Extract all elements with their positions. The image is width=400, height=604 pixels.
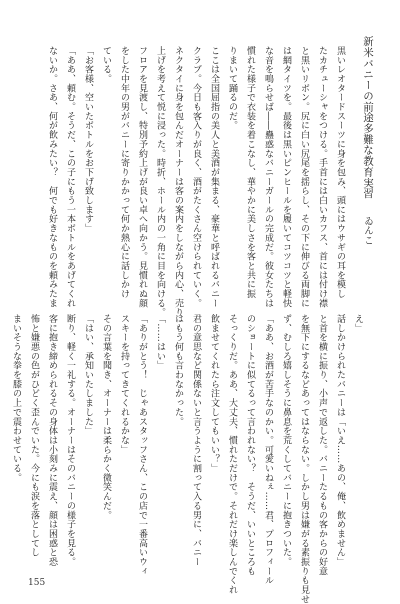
text-column: たカチューシャをつける。手首には白いカフス、首には付け襟 — [317, 46, 327, 308]
text-column: 飲ませてくれたら注文してもいい？」 — [209, 314, 219, 473]
text-column: と黒いリボン。尻に白い尻尾を揺らし、その下に伸びる両脚に — [299, 46, 309, 308]
text-column: ている。 — [101, 46, 111, 84]
text-column: 慣れた様子で衣装を着こなし、華やかに美しさを客と共に振 — [245, 46, 255, 299]
text-column: そっくりだ。ああ、大丈夫、慣れただけで。それだけ楽しんでくれ — [227, 314, 237, 595]
text-column: は網タイツを。最後は黒いピンヒールを履いてコツコツと軽快 — [281, 46, 291, 308]
text-column: ネクタイに身を包んだオーナーは客の案内をしながら内心、売り — [173, 46, 183, 318]
text-column: 話しかけられたバニーは「いえ……あの、俺、飲めません」 — [335, 314, 345, 567]
text-column: 怖と嫌悪の色がひどく歪んでいた。今にも涙を落としてし — [29, 314, 39, 558]
text-column: その言葉を聞き、オーナーは柔らかく微笑んだ。 — [101, 314, 111, 520]
text-column: 断り、軽く一礼する。オーナーはそのバニーの様子を見る。 — [65, 314, 75, 567]
text-column: 上げを考えて悦に浸った。時折、ホール内の一角に目を向ける。 — [155, 46, 165, 318]
story-title: 新米バニーの前途多難な教育実習 — [362, 36, 374, 199]
text-column: のショートに似てるって言われない？ そうだ、いいところも — [245, 314, 255, 576]
page-number: 155 — [28, 578, 46, 588]
author-name: ゐんこ — [362, 216, 373, 246]
text-column: 「ああ、お酒が苦手なのかい。可愛いねぇ……君、プロフィール — [263, 314, 273, 586]
text-column: を無下にするなどあってはならない。しかし男は嫌がる素振りも見せ — [299, 314, 309, 604]
text-column: はもう何も言わなかった。 — [173, 314, 183, 427]
text-column: 「はい、承知いたしました」 — [83, 314, 93, 436]
text-column: スキーを持ってきてくれるかな」 — [119, 314, 129, 455]
text-column: をした中年の男がバニーに寄りかかって何か熱心に話しかけ — [119, 46, 129, 299]
text-column: な音を鳴らせば――蠱惑なバニーガールの完成だ。彼女たちは — [263, 46, 273, 308]
text-column: 君の意思など関係ないと言うように割って入る男に、バニー — [191, 314, 201, 567]
text-column: クラブ。今日も客入りが良く、酒がたくさん空けられていく。 — [191, 46, 201, 308]
text-column: ず、むしろ嬉しそうに鼻息を荒くしてバニーに抱きついた。 — [281, 314, 291, 567]
text-column: りまいて踊るのだ。 — [227, 46, 237, 131]
text-column: え」 — [353, 314, 363, 333]
text-column: 客に抱き締められるその身体は小刻みに震え、顔は困惑と恐 — [47, 314, 57, 567]
text-column: フロアを見渡し、特別予約上げが良い卓へ向かう。見慣れぬ顔 — [137, 46, 147, 308]
text-column: まいそうな拳を膝の上で震わせている。 — [11, 314, 21, 483]
text-column: 「お客様、空いたボトルをお下げ致します」 — [83, 46, 93, 233]
text-column: 「ああ、頼む。そうだ、この子にもう一本ボトルをあげてくれ — [65, 46, 75, 308]
text-column: 黒いレオタードスーツに身を包み、頭にはウサギの耳を模し — [335, 46, 345, 299]
text-column: 「……はい」 — [155, 314, 165, 371]
text-column: と首を横に振り、小声で返した。バニーたるもの客からの好意 — [317, 314, 327, 576]
text-column: ここは全国屈指の美人と美酒が集まる、豪華と呼ばれるバニー — [209, 46, 219, 308]
text-column: ないか。さあ、何が飲みたい？ 何でも好きなものを頼みたま — [47, 46, 57, 308]
text-column: 「ありがとう！ じゃあスタッフさん、この店で一番高いウィ — [137, 314, 147, 576]
